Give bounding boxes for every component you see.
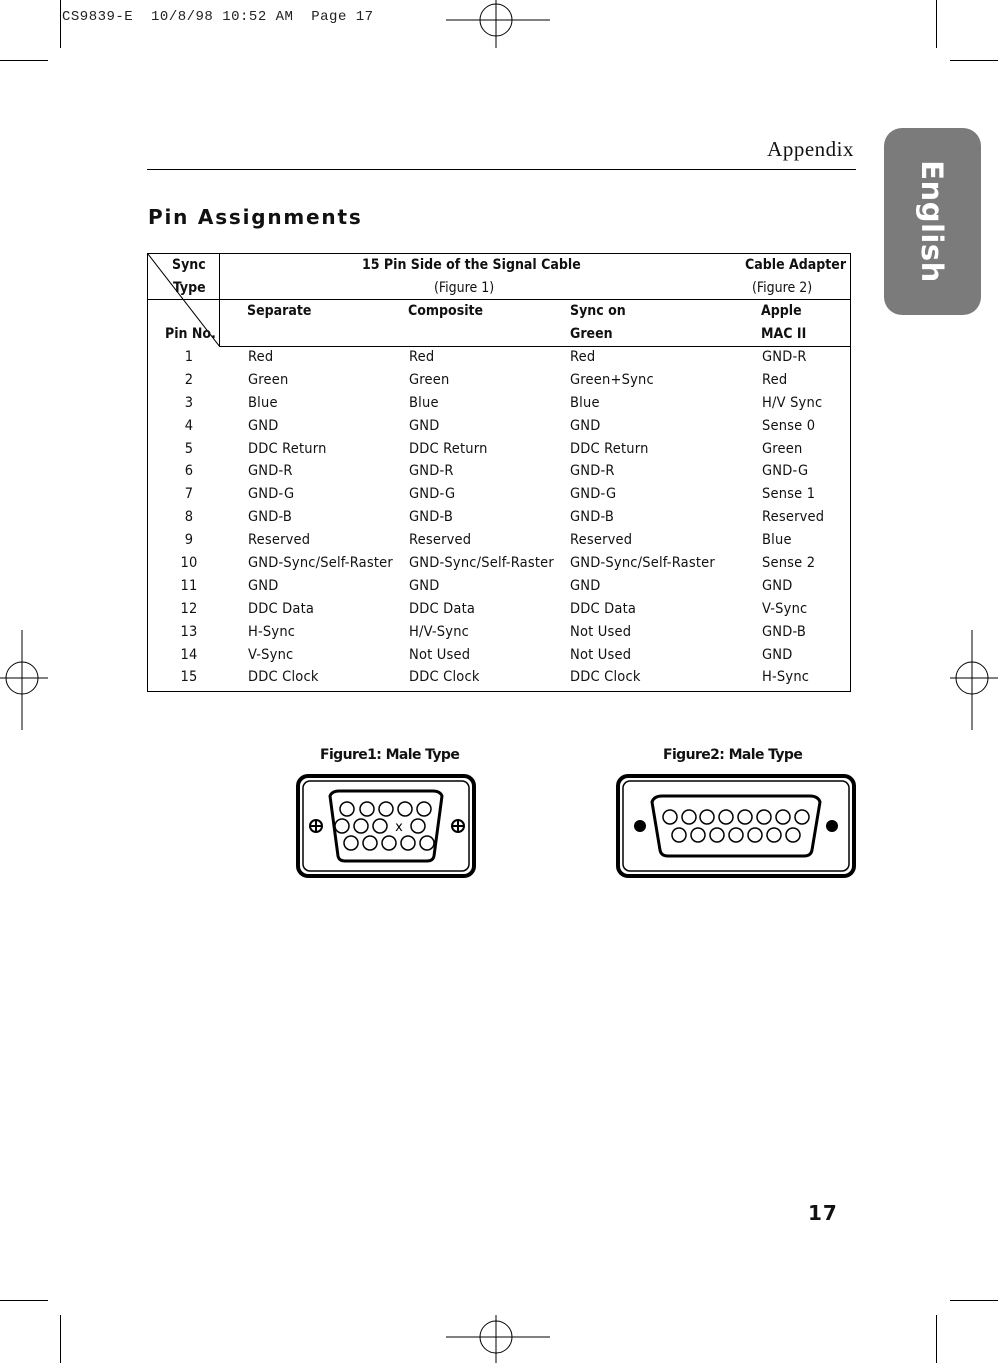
- column-header-apple: Apple: [761, 303, 802, 319]
- table-body: [148, 347, 850, 690]
- cell-pin: 9: [184, 532, 194, 549]
- cell-composite: GND: [409, 577, 440, 594]
- table-row: [148, 461, 850, 484]
- figure1-missing-pin-mark: x: [395, 820, 403, 835]
- cell-pin: 5: [184, 440, 194, 457]
- crop-mark: [950, 60, 998, 61]
- cell-sync-on-green: GND-G: [570, 486, 617, 503]
- table-row: [148, 645, 850, 668]
- cell-composite: H/V-Sync: [409, 623, 470, 640]
- cell-mac: GND: [762, 577, 793, 594]
- corner-pin: Pin No.: [165, 326, 216, 342]
- cell-separate: DDC Data: [248, 600, 315, 617]
- cell-sync-on-green: DDC Data: [570, 600, 637, 617]
- cell-separate: DDC Return: [248, 440, 327, 457]
- cell-separate: GND-G: [248, 486, 295, 503]
- adapter-header-title: Cable Adapter: [745, 257, 847, 273]
- column-header-sync-on: Sync on: [570, 303, 626, 319]
- table-row: [148, 439, 850, 462]
- figure2-title: Figure2: Male Type: [663, 747, 803, 763]
- figure1-screw-left: [310, 820, 322, 832]
- cell-sync-on-green: GND-R: [570, 463, 615, 480]
- cell-composite: DDC Return: [409, 440, 488, 457]
- cell-pin: 12: [180, 600, 198, 617]
- cell-composite: GND-R: [409, 463, 454, 480]
- pin-assignment-table: [147, 253, 851, 692]
- cell-composite: DDC Data: [409, 600, 476, 617]
- table-row: [148, 553, 850, 576]
- crop-mark: [60, 0, 61, 48]
- cell-sync-on-green: Green+Sync: [570, 371, 654, 388]
- header-divider-upper: [148, 299, 850, 300]
- cell-sync-on-green: GND: [570, 577, 601, 594]
- corner-divider: [219, 254, 220, 347]
- cell-mac: GND-B: [762, 623, 807, 640]
- crop-mark: [936, 1315, 937, 1363]
- table-row: [148, 393, 850, 416]
- table-row: [148, 416, 850, 439]
- cell-sync-on-green: GND-B: [570, 509, 615, 526]
- cell-sync-on-green: DDC Clock: [570, 669, 641, 686]
- figure1-title: Figure1: Male Type: [320, 747, 460, 763]
- cell-separate: GND: [248, 417, 279, 434]
- table-row: [148, 599, 850, 622]
- cell-pin: 10: [180, 555, 198, 572]
- registration-mark-bottom: [446, 1315, 550, 1363]
- section-header: Appendix: [767, 137, 854, 161]
- cell-separate: GND-R: [248, 463, 293, 480]
- cell-pin: 11: [180, 577, 198, 594]
- table-row: [148, 530, 850, 553]
- crop-mark: [936, 0, 937, 48]
- cell-pin: 15: [180, 669, 198, 686]
- registration-mark-right: [950, 630, 998, 730]
- language-tab: [884, 128, 981, 315]
- cell-separate: V-Sync: [248, 646, 294, 663]
- cell-mac: H-Sync: [762, 669, 810, 686]
- cell-composite: GND-Sync/Self-Raster: [409, 555, 554, 572]
- cell-sync-on-green: Red: [570, 349, 596, 365]
- cell-mac: GND: [762, 646, 793, 663]
- cell-sync-on-green: Not Used: [570, 623, 632, 640]
- cell-composite: Reserved: [409, 532, 472, 549]
- cell-pin: 8: [184, 509, 194, 526]
- cell-mac: Sense 0: [762, 417, 816, 434]
- header-rule: [147, 169, 856, 170]
- column-header-composite: Composite: [408, 303, 484, 319]
- page-number: 17: [808, 1201, 838, 1225]
- cell-mac: Blue: [762, 532, 792, 549]
- cell-pin: 1: [184, 349, 194, 365]
- cell-pin: 3: [184, 394, 194, 411]
- cell-composite: GND: [409, 417, 440, 434]
- table-row: [148, 347, 850, 370]
- figure1-screw-right: [452, 820, 464, 832]
- cell-composite: DDC Clock: [409, 669, 480, 686]
- cell-composite: Green: [409, 371, 450, 388]
- cell-pin: 6: [184, 463, 194, 480]
- figure1-connector: [296, 772, 478, 880]
- table-row: [148, 576, 850, 599]
- cell-mac: Sense 1: [762, 486, 816, 503]
- cell-sync-on-green: Blue: [570, 394, 600, 411]
- cell-pin: 7: [184, 486, 194, 503]
- cell-separate: Red: [248, 349, 274, 365]
- table-row: [148, 667, 850, 690]
- crop-mark: [0, 1300, 48, 1301]
- cell-mac: Reserved: [762, 509, 825, 526]
- corner-type: Type: [173, 280, 206, 296]
- cell-pin: 2: [184, 371, 194, 388]
- registration-mark-left: [0, 630, 48, 730]
- cell-composite: Not Used: [409, 646, 471, 663]
- cell-mac: H/V Sync: [762, 394, 823, 411]
- cell-mac: V-Sync: [762, 600, 808, 617]
- figure2-screw-right: [826, 820, 838, 832]
- column-header-green: Green: [570, 326, 613, 342]
- page-title: Pin Assignments: [148, 205, 363, 229]
- cell-separate: H-Sync: [248, 623, 296, 640]
- cell-pin: 13: [180, 623, 198, 640]
- figure2-connector: [616, 772, 858, 880]
- table-row: [148, 622, 850, 645]
- cell-pin: 4: [184, 417, 194, 434]
- crop-mark: [60, 1315, 61, 1363]
- cell-composite: Red: [409, 349, 435, 365]
- table-row: [148, 507, 850, 530]
- group-header-figure: (Figure 1): [434, 280, 495, 296]
- cell-composite: GND-G: [409, 486, 456, 503]
- cell-separate: GND-B: [248, 509, 293, 526]
- cell-separate: GND-Sync/Self-Raster: [248, 555, 393, 572]
- cell-separate: Blue: [248, 394, 278, 411]
- table-row: [148, 484, 850, 507]
- table-row: [148, 370, 850, 393]
- adapter-header-figure: (Figure 2): [752, 280, 813, 296]
- cell-sync-on-green: Not Used: [570, 646, 632, 663]
- cell-separate: DDC Clock: [248, 669, 319, 686]
- cell-sync-on-green: Reserved: [570, 532, 633, 549]
- cell-separate: Green: [248, 371, 289, 388]
- corner-sync: Sync: [172, 257, 206, 273]
- crop-mark: [0, 60, 48, 61]
- printer-slug: CS9839-E 10/8/98 10:52 AM Page 17: [62, 9, 374, 25]
- cell-sync-on-green: DDC Return: [570, 440, 649, 457]
- cell-separate: GND: [248, 577, 279, 594]
- cell-composite: GND-B: [409, 509, 454, 526]
- column-header-mac: MAC II: [761, 326, 807, 342]
- figure2-screw-left: [634, 820, 646, 832]
- cell-mac: GND-R: [762, 349, 807, 365]
- cell-composite: Blue: [409, 394, 439, 411]
- cell-mac: Red: [762, 371, 788, 388]
- group-header-title: 15 Pin Side of the Signal Cable: [362, 257, 581, 273]
- registration-mark-top: [446, 0, 550, 48]
- crop-mark: [950, 1300, 998, 1301]
- language-tab-label: English: [915, 160, 950, 283]
- cell-sync-on-green: GND-Sync/Self-Raster: [570, 555, 715, 572]
- cell-pin: 14: [180, 646, 198, 663]
- cell-mac: Sense 2: [762, 555, 816, 572]
- cell-mac: Green: [762, 440, 803, 457]
- cell-sync-on-green: GND: [570, 417, 601, 434]
- column-header-separate: Separate: [247, 303, 312, 319]
- cell-separate: Reserved: [248, 532, 311, 549]
- cell-mac: GND-G: [762, 463, 809, 480]
